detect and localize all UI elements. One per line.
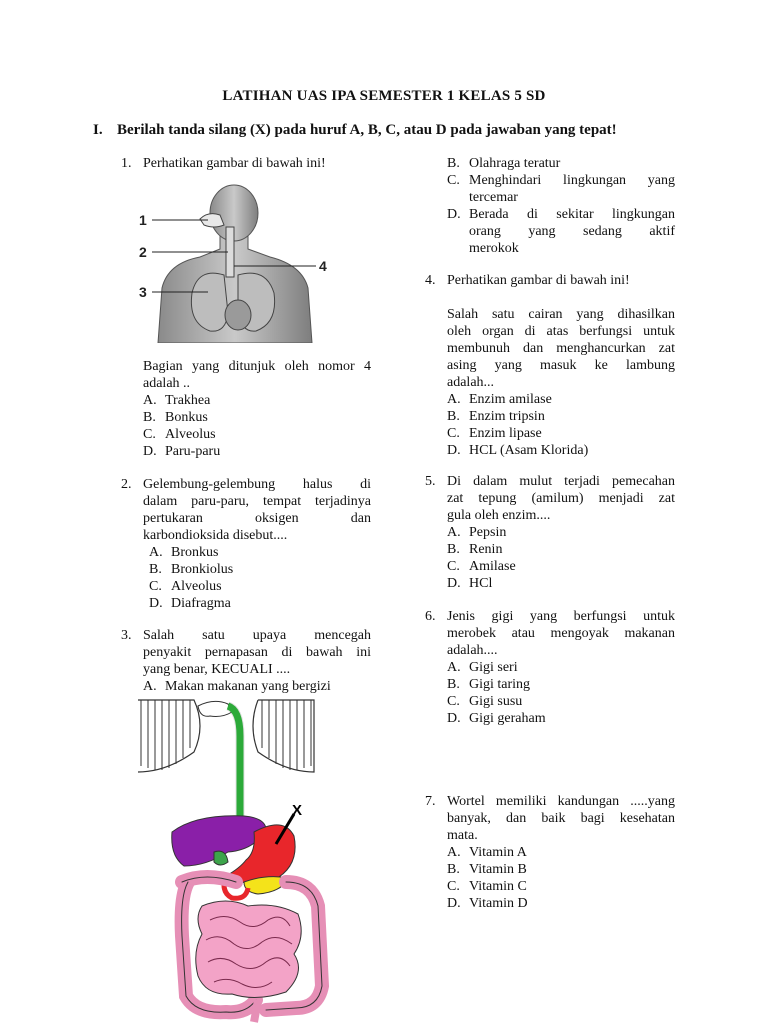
option-list — [447, 524, 675, 592]
question-intro: Perhatikan gambar di bawah ini! — [447, 273, 630, 288]
stem-line: karbondioksida disebut.... — [143, 528, 288, 543]
option-d[interactable]: D. Paru-paru — [143, 444, 221, 459]
option-d[interactable]: D. Vitamin D — [447, 896, 528, 911]
question-1-body — [121, 358, 371, 460]
figure-label-4: 4 — [319, 258, 327, 274]
question-5 — [425, 473, 675, 592]
question-7 — [425, 793, 675, 912]
stem-line: oleh organ di atas berfungsi untuk — [447, 324, 675, 339]
option-a[interactable]: A. Enzim amilase — [447, 392, 552, 407]
stem-line: gula oleh enzim.... — [447, 508, 551, 523]
question-2 — [121, 476, 371, 612]
option-list — [149, 544, 371, 612]
option-c[interactable]: C. Amilase — [447, 559, 516, 574]
option-a[interactable]: A. Vitamin A — [447, 845, 527, 860]
question-intro: Perhatikan gambar di bawah ini! — [143, 156, 326, 171]
option-d[interactable]: D. Berada di sekitar lingkungan orang yang sedang aktif merokok — [447, 207, 675, 256]
question-number: 2. — [121, 477, 132, 492]
stem-line: mata. — [447, 828, 478, 843]
figure-label-3: 3 — [139, 284, 147, 300]
figure-label-1: 1 — [139, 212, 147, 228]
option-c[interactable]: C. Vitamin C — [447, 879, 527, 894]
option-list — [447, 659, 675, 727]
question-number: 4. — [425, 273, 436, 288]
stem-line: zat tepung (amilum) menjadi zat — [447, 491, 675, 506]
question-number: 5. — [425, 474, 436, 489]
option-a[interactable]: A. Pepsin — [447, 525, 507, 540]
option-line: Berada di sekitar lingkungan — [469, 207, 675, 222]
option-line: merokok — [469, 241, 519, 256]
stem-line: membunuh dan menghancurkan zat — [447, 341, 675, 356]
stem-line: Salah satu cairan yang dihasilkan — [447, 307, 675, 322]
stem-line: banyak, dan baik bagi kesehatan — [447, 811, 675, 826]
option-line: orang yang sedang aktif — [469, 224, 675, 239]
digestive-system-figure — [136, 696, 366, 1024]
option-d[interactable]: D. HCL (Asam Klorida) — [447, 443, 589, 458]
question-4 — [425, 272, 675, 459]
option-c[interactable]: C. Enzim lipase — [447, 426, 542, 441]
stem-line: adalah .. — [143, 376, 191, 391]
option-c[interactable]: C. Gigi susu — [447, 694, 523, 709]
option-a[interactable]: A. Gigi seri — [447, 660, 518, 675]
section-number: I. — [93, 122, 103, 138]
question-number: 1. — [121, 156, 132, 171]
figure-label-x: X — [292, 802, 303, 819]
stem-line: Di dalam mulut terjadi pemecahan — [447, 474, 675, 489]
stem-line: asing yang masuk ke lambung — [447, 358, 675, 373]
option-b[interactable]: B. Renin — [447, 542, 503, 557]
option-b[interactable]: B. Bonkus — [143, 410, 208, 425]
option-c[interactable]: C. Alveolus — [149, 579, 222, 594]
question-6 — [425, 608, 675, 727]
stem-line: Salah satu upaya mencegah — [143, 628, 371, 643]
option-line: tercemar — [469, 190, 518, 205]
option-c[interactable]: C. Alveolus — [143, 427, 216, 442]
option-d[interactable]: D. Gigi geraham — [447, 711, 546, 726]
stem-line: Bagian yang ditunjuk oleh nomor 4 — [143, 359, 371, 374]
option-b[interactable]: B. Gigi taring — [447, 677, 531, 692]
option-b[interactable]: B. Bronkiolus — [149, 562, 234, 577]
question-number: 6. — [425, 609, 436, 624]
question-number: 7. — [425, 794, 436, 809]
option-line: Menghindari lingkungan yang — [469, 173, 675, 188]
option-list — [447, 844, 675, 912]
instruction-text: Berilah tanda silang (X) pada huruf A, B, C, atau D pada jawaban yang tepat! — [117, 122, 617, 138]
question-3-continued — [425, 155, 675, 257]
stem-line: Jenis gigi yang berfungsi untuk — [447, 609, 675, 624]
option-list — [143, 678, 371, 695]
stem-line: yang benar, KECUALI .... — [143, 662, 291, 677]
stem-line: adalah... — [447, 375, 495, 390]
stem-line: Wortel memiliki kandungan .....yang — [447, 794, 675, 809]
option-c[interactable]: C. Menghindari lingkungan yang tercemar — [447, 173, 675, 205]
stem-line: merobek atau mengoyak makanan — [447, 626, 675, 641]
option-list — [447, 155, 675, 257]
option-b[interactable]: B. Enzim tripsin — [447, 409, 545, 424]
option-b[interactable]: B. Vitamin B — [447, 862, 527, 877]
option-d[interactable]: D. Diafragma — [149, 596, 231, 611]
worksheet-title: LATIHAN UAS IPA SEMESTER 1 KELAS 5 SD — [222, 88, 546, 104]
option-a[interactable]: A. Trakhea — [143, 393, 211, 408]
stem-line: penyakit pernapasan di bawah ini — [143, 645, 371, 660]
option-a[interactable]: A. Makan makanan yang bergizi — [143, 679, 331, 694]
question-3 — [121, 627, 371, 695]
stem-line: dalam paru-paru, tempat terjadinya — [143, 494, 371, 509]
section-instruction — [93, 122, 617, 139]
option-b[interactable]: B. Olahraga teratur — [447, 156, 561, 171]
option-a[interactable]: A. Bronkus — [149, 545, 219, 560]
stem-line: adalah.... — [447, 643, 498, 658]
question-1 — [121, 155, 371, 172]
option-list — [143, 392, 371, 460]
option-d[interactable]: D. HCl — [447, 576, 493, 591]
stem-line: Gelembung-gelembung halus di — [143, 477, 371, 492]
respiratory-system-figure — [138, 183, 330, 343]
option-list — [447, 391, 675, 459]
figure-label-2: 2 — [139, 244, 147, 260]
question-number: 3. — [121, 628, 132, 643]
stem-line: pertukaran oksigen dan — [143, 511, 371, 526]
